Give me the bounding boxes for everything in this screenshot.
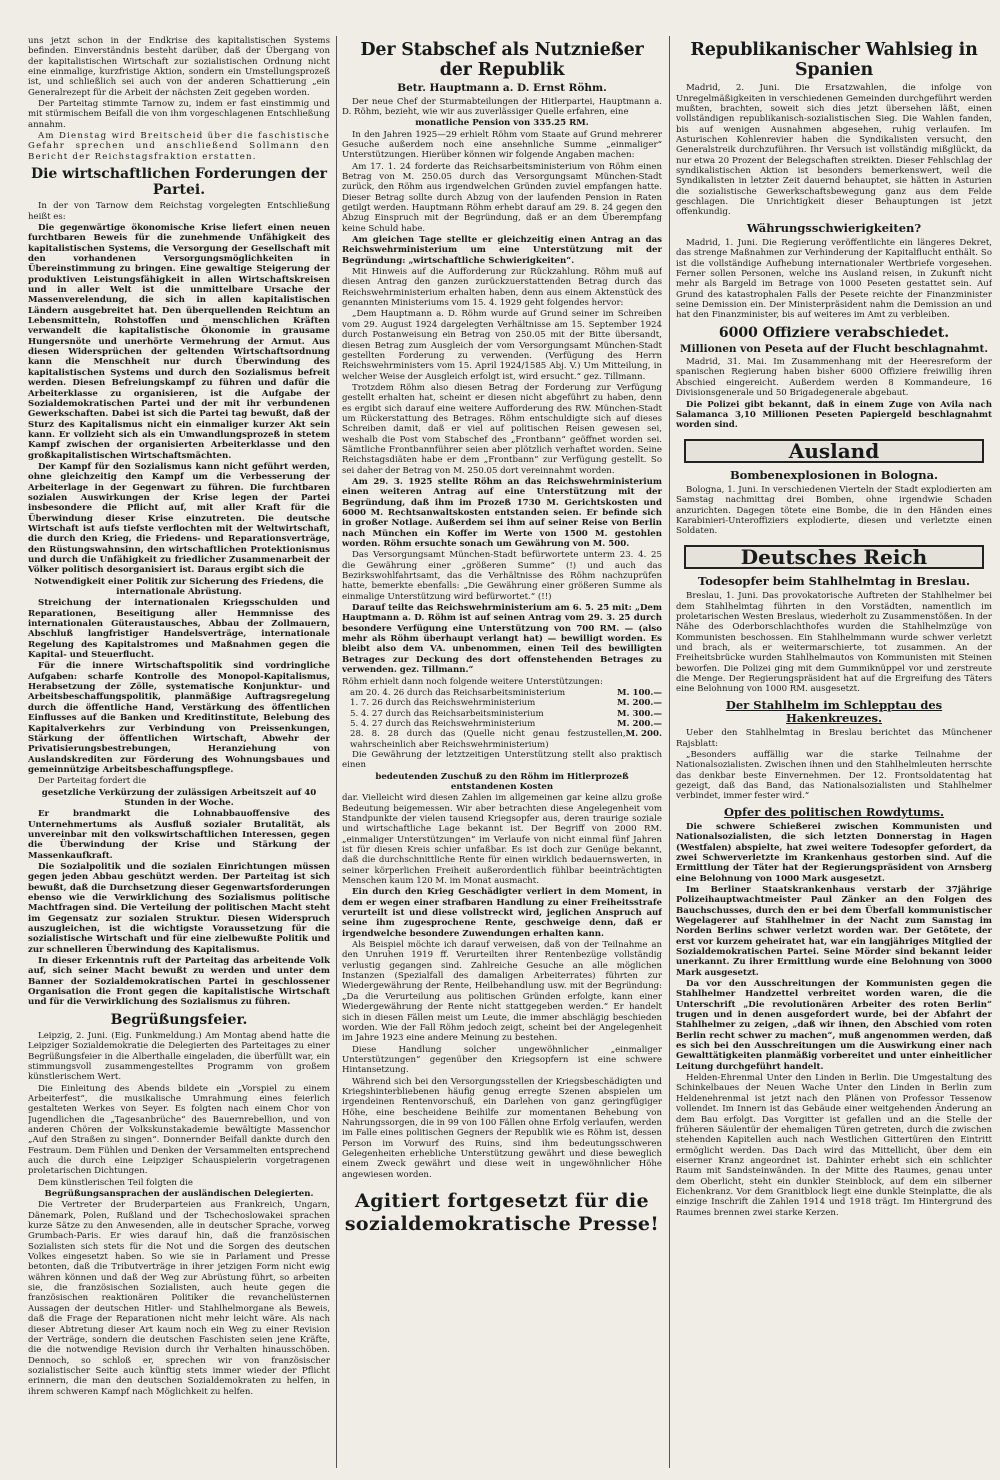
subheadline-peseta: Millionen von Peseta auf der Flucht beschlagnahmt. xyxy=(680,342,988,355)
paragraph: „Dem Hauptmann a. D. Röhm wurde auf Grund seiner im Schreiben vom 29. August 1924 dargelegten Verhältnisse am 15. September 1924 durch Postanweisung ein Betrag von 250.05 mit der Bitte übersandt, diesen Betrag zum Ausgleich der vom Versorgungsamt München-Stadt gestellten Forderung zu verwenden. (Verfügung des Herrn Reichswehrministers vom 15. April 1924/1585 Abj. V.) Um Mitteilung, in welcher Weise der Ausgleich erfolgt ist, wird ersucht.“ gez. Tillmann. xyxy=(342,309,662,382)
paragraph-emphasis: Notwendigkeit einer Politik zur Sicherung des Friedens, die internationale Abrüstung. xyxy=(34,576,324,598)
payment-amount: M. 200. xyxy=(625,729,662,740)
paragraph: In der von Tarnow dem Reichstag vorgelegten Entschließung heißt es: xyxy=(28,201,330,222)
paragraph: „Besonders auffällig war die starke Teilnahme der Nationalsozialisten. Zwischen ihnen und den Stahlhelmleuten herrschte das denkbar beste Einvernehmen. Der 12. Frontsoldatentag hat gezeigt, daß das Band, das Nationalsozialisten und Stahlhelmer verbindet, immer fester wird.“ xyxy=(676,749,992,802)
paragraph: Die Sozialpolitik und die sozialen Einrichtungen müssen gegen jeden Abbau geschützt werden. Der Parteitag ist sich bewußt, daß die Durchsetzung dieser Gegenwartsforderungen ebenso wie die Verwirklichung des Sozialismus politische Machtfragen sind. Die Verteilung der politischen Macht steht im Gegensatz zur sozialen Struktur. Diesen Widerspruch auszugleichen, ist die wichtigste Voraussetzung für die sozialistische Wirtschaft und für eine zielbewußte Politik und zur schnelleren Überwindung des Kapitalismus. xyxy=(28,861,330,955)
paragraph: Der Parteitag fordert die xyxy=(38,776,147,787)
paragraph: Während sich bei den Versorgungsstellen der Kriegsbeschädigten und Kriegshinterbliebenen häufig genug erregte Szenen abspielen um irgendeinen Rentenvorschuß, ein Darlehen von ganz geringfügiger Höhe, eine bescheidene Beihilfe zur momentanen Behebung von Nahrungssorgen, die in 99 von 100 Fällen ohne Erfolg verlaufen, werden im Falle eines politischen Gegners der Republik wie es Röhm ist, dessen Person im Vorwurf des Ruins, sind ihm bedeutungsschweren Gelegenheiten erhebliche Unterstützung gewährt und diese beweglich einem Zweck gewährt und diese weit in ungewöhnlicher Höhe angewiesen worden. xyxy=(342,1076,662,1180)
paragraph: Madrid, 2. Juni. Die Ersatzwahlen, die infolge von Unregelmäßigkeiten in verschiedenen Gemeinden durchgeführt werden mußten, brachten, soweit sich dies jetzt übersehen läßt, einen vollständigen republikanisch-sozialistischen Sieg. Die Wahlen fanden, bis auf wenigen Ausnahmen abgesehen, ruhig verlaufen. Im Asturischen Kohlenrevier haben die Syndikalisten versucht, den Generalstreik durchzuführen. Ihr Versuch ist vollständig mißglückt, da nur etwa 20 Prozent der Belegschaften streikten. Dieser Fehlschlag der syndikalistischen Aktion ist besonders bemerkenswert, weil die Syndikalisten in letzter Zeit dauernd behauptet, sie hätten in Asturien die sozialistische Gewerkschaftsbewegung ganz aus dem Felde geschlagen. Die Unrichtigkeit dieser Behauptungen ist jetzt offenkundig. xyxy=(676,83,992,218)
paragraph: Am gleichen Tage stellte er gleichzeitig einen Antrag an das Reichswehrministerium um eine Unterstützung mit der Begründung: „wirtschaftliche Schwierigkeiten“. xyxy=(342,235,662,266)
column-divider xyxy=(669,36,670,1468)
payment-text: 1. 7. 26 durch das Reichswehrministerium xyxy=(350,698,536,709)
paragraph: Der Kampf für den Sozialismus kann nicht geführt werden, ohne gleichzeitig den Kampf um die Verbesserung der Arbeiterlage in der Gegenwart zu führen. Die furchtbaren sozialen Auswirkungen der Krise legen der Partei insbesondere die Pflicht auf, mit aller Kraft für die Überwindung dieser Krise einzutreten. Die deutsche Wirtschaft ist aufs tiefste verflochten mit der Weltwirtschaft, die durch den Krieg, die Friedens- und Reparationsverträge, den Rüstungswahnsinn, den wirtschaftlichen Protektionismus und durch die Unfähigkeit zu friedlicher Zusammenarbeit der Völker politisch desorganisiert ist. Daraus ergibt sich die xyxy=(28,461,330,576)
paragraph: In dieser Erkenntnis ruft der Parteitag das arbeitende Volk auf, sich seiner Macht bewußt zu werden und unter dem Banner der Sozialdemokratischen Partei in geschlossener Organisation die Front gegen die kapitalistische Wirtschaft und für die Verwirklichung des Sozialismus zu führen. xyxy=(28,956,330,1008)
paragraph: Der Parteitag stimmte Tarnow zu, indem er fast einstimmig und mit stürmischem Beifall die von ihm vorgeschlagenen Entschließung annahm. xyxy=(28,99,330,130)
paragraph-emphasis: bedeutenden Zuschuß zu den Röhm im Hitlerprozeß entstandenen Kosten xyxy=(375,771,629,792)
paragraph: Bologna, 1. Juni. In verschiedenen Vierteln der Stadt explodierten am Samstag nachmittag drei Bomben, ohne irgendwie Schaden anzurichten. Dagegen tötete eine Bombe, die in den Händen eines Karabinieri-Unteroffiziers explodierte, diesen und verletzte einen Soldaten. xyxy=(676,485,992,537)
headline-stahlhelmtag: Todesopfer beim Stahlhelmtag in Breslau. xyxy=(698,574,970,589)
column-divider xyxy=(336,36,337,1468)
headline-wahlsieg-spanien: Republikanischer Wahlsieg in Spanien xyxy=(690,40,978,81)
payment-text: am 20. 4. 26 durch das Reichsarbeitsministerium xyxy=(350,687,566,698)
paragraph: Die Polizei gibt bekannt, daß in einem Zuge von Avila nach Salamanca 3,10 Millionen Peseten Papiergeld beschlagnahmt worden sind. xyxy=(676,399,992,431)
appeal-banner: Agitiert fortgesetzt für die sozialdemokratische Presse! xyxy=(344,1190,660,1235)
paragraph: uns jetzt schon in der Endkrise des kapitalistischen Systems befinden. Einverständnis besteht darüber, daß der Übergang von der kapitalistischen Wirtschaft zur sozialistischen Ordnung nicht eine einmalige, kurzfristige Aktion, sondern ein Umstellungsprozeß ist, und schließlich sei auch von der anderen Schattierung „ein Generalrezept für die Arbeit der nächsten Zeit gegeben worden. xyxy=(28,36,330,98)
paragraph: In den Jahren 1925—29 erhielt Röhm vom Staate auf Grund mehrerer Gesuche außerdem noch eine ansehnliche Summe „einmaliger“ Unterstützungen. Hierüber können wir folgende Angaben machen: xyxy=(342,129,662,161)
payment-row xyxy=(342,688,662,698)
paragraph: Als Beispiel möchte ich darauf verweisen, daß von der Teilnahme an den Unruhen 1919 ff. Verurteilten ihrer Rentenbezüge vollständig verlustig gegangen sind. Zahlreiche Gesuche an alle möglichen Instanzen (Spezialfall des damaligen Arbeiterrates) führten zur Wiedergewährung der Rente, Heilbehandlung usw. mit der Begründung: „Da die Verurteilung aus politischen Gründen erfolgte, kann einer Wiedergewährung der Rente nicht stattgegeben werden.“ Er handelt sich in diesen Fällen meist um Leute, die immer abschlägig beschieden worden. Wie der Fall Röhm jedoch zeigt, scheint bei der Angelegenheit im Jahre 1923 eine andere Meinung zu bestehen. xyxy=(342,940,662,1044)
paragraph: Streichung der internationalen Kriegsschulden und Reparationen, Beseitigung aller Hemmnisse des internationalen Güteraustausches, Abbau der Zollmauern, Abschluß langfristiger Handelsverträge, internationale Regelung des Kapitalstromes und Maßnahmen gegen die Kapital- und Steuerflucht. xyxy=(28,598,330,661)
payment-amount: M. 200.— xyxy=(616,718,662,729)
payment-row xyxy=(342,698,662,708)
paragraph: Er brandmarkt die Lohnabbauoffensive des Unternehmertums als Ausfluß sozialer Brutalität, als unvereinbar mit den volkswirtschaftlichen Interessen, gegen die Überwindung der Krise und Stärkung der Massenkaufkraft. xyxy=(28,809,330,861)
section-header-deutsches-reich: Deutsches Reich xyxy=(684,545,984,569)
payment-amount: M. 200.— xyxy=(616,698,662,709)
paragraph: Helden-Ehrenmal Unter den Linden in Berlin. Die Umgestaltung des Schinkelbaues der Neuen Wache Unter den Linden in Berlin zum Heldenehrenmal ist jetzt nach den Plänen von Professor Tessenow vollendet. Im Innern ist das Gebäude einer weitgehenden Änderung an dem Bau erfolgt. Das Vorgitter ist gefallen und an die Stelle der früheren Säulentür der ehemaligen Türen getreten, durch die zwischen stehenden Kapitellen auch nach Westlichen Gittertüren den Eintritt ermöglicht werden. Das Dach wird das Mittellicht, über dem ein eiserner Kranz angeordnet ist. Dahinter erhebt sich ein schlichter Raum mit Sandsteinwänden. In der Mitte des Raumes, genau unter dem Oberlicht, steht ein dunkler Steinblock, auf dem ein silberner Eichenkranz. Vor dem Granitblock liegt eine dunkle Steinplatte, die als einzige Inschrift die Zahlen 1914 und 1918 trägt. Im Hintergrund des Raumes brennen zwei starke Kerzen. xyxy=(676,1073,992,1218)
paragraph: Der neue Chef der Sturmabteilungen der Hitlerpartei, Hauptmann a. D. Röhm, bezieht, wie wir aus zuverlässiger Quelle erfahren, eine xyxy=(342,96,662,117)
paragraph: Darauf teilte das Reichswehrministerium am 6. 5. 25 mit: „Dem Hauptmann a. D. Röhm ist auf seinen Antrag vom 29. 3. 25 durch besondere Verfügung eine Unterstützung von 700 RM. — (also mehr als Röhm überhaupt verlangt hat) — bewilligt worden. Es bleibt also dem VA. unbenommen, einen Teil des bewilligten Betrages zur Deckung des dort offenstehenden Betrages zu verwenden. gez. Tillmann.“ xyxy=(342,603,662,676)
right-column xyxy=(676,36,992,1468)
paragraph-emphasis: Begrüßungsansprachen der ausländischen Delegierten. xyxy=(44,1189,314,1200)
paragraph: Das Versorgungsamt München-Stadt befürwortete unterm 23. 4. 25 die Gewährung einer „größeren Summe“ (!) und auch das Bezirkswohlfahrtsamt, das die Verhältnisse des Röhm nachzuprüfen hatte, bemerkte ebenfalls: „Die Gewährung einer größeren Summe als einmalige Unterstützung wird befürwortet.“ (!!) xyxy=(342,550,662,602)
paragraph: Im Berliner Staatskrankenhaus verstarb der 37jährige Polizeihauptwachtmeister Paul Zänker an den Folgen des Bauchschusses, durch den er bei dem Überfall kommunistischer Wegelagerer auf Stahlhelmer in der Nacht zum Samstag im Norden Berlins schwer verletzt worden war. Der Getötete, der erst vor kurzem geheiratet hat, war ein langjähriges Mitglied der Sozialdemokratischen Partei. Seine Mörder sind bekannt leider unerkannt. Zu ihrer Ermittlung wurde eine Belohnung von 3000 Mark ausgesetzt. xyxy=(676,884,992,978)
subheadline-roehm: Betr. Hauptmann a. D. Ernst Röhm. xyxy=(397,82,607,95)
payment-amount: M. 300.— xyxy=(616,708,662,719)
paragraph: Breslau, 1. Juni. Das provokatorische Auftreten der Stahlhelmer bei dem Stahlhelmtag führten in den Vorstädten, namentlich im proletarischen Westen Breslaus, wiederholt zu Zusammenstößen. In der Nähe des Oderborschlachthofes wurden die Stahlhelmzüge von Kommunisten beschossen. Ein Stahlhelmmann wurde schwer verletzt und brach, als er weitermarschierte, tot zusammen. An der Freiheitsbrücke wurden Stahlhelmautos von Kommunisten mit Steinen beworfen. Die Polizei ging mit dem Gummiknüppel vor und zerstreute die Menge. Der Regierungspräsident hat auf die Ergreifung des Täters eine Belohnung von 1000 RM. ausgesetzt. xyxy=(676,591,992,695)
headline-rowdytum: Opfer des politischen Rowdytums. xyxy=(723,804,945,819)
payment-amount: M. 100.— xyxy=(616,687,662,698)
paragraph: Diese Handlung solcher ungewöhnlicher „einmaliger Unterstützungen“ gegenüber den Kriegsopfern ist eine schwere Hintansetzung. xyxy=(342,1044,662,1076)
paragraph: Die gegenwärtige ökonomische Krise liefert einen neuen furchtbaren Beweis für die zunehmende Unfähigkeit des kapitalistischen Systems, die Versorgung der Gesellschaft mit den vorhandenen Versorgungsmöglichkeiten in Übereinstimmung zu bringen. Eine gewaltige Steigerung der produktiven Leistungsfähigkeit in allen Wirtschaftskreisen und in aller Welt ist die unmittelbare Ursache der Massenverelendung, die sich in allen kapitalistischen Ländern ausgebreitet hat. Den überquellenden Reichtum an Lebensmitteln, Rohstoffen und menschlichen Kräften verwandelt die kapitalistische Ökonomie in grausame Hungersnöte und unerhörte Vermehrung der Armut. Aus diesen Widersprüchen der geltenden Wirtschaftsordnung kann die Menschheit nur durch Überwindung des kapitalistischen Systems und durch den Sozialismus befreit werden. Diesen Befreiungskampf zu führen und dafür die Arbeiterklasse zu organisieren, ist die Aufgabe der Sozialdemokratischen Partei und der mit ihr verbundenen Gewerkschaften. Dabei ist sich die Partei tag bewußt, daß der Sturz des Kapitalismus nicht ein einmaliger kurzer Akt sein kann. Er vollzieht sich als ein Umwandlungsprozeß in stetem Kampf zwischen der organisierten Arbeiterklasse und den großkapitalistischen Wirtschaftsmächten. xyxy=(28,223,330,461)
paragraph: Da vor den Ausschreitungen der Kommunisten gegen die Stahlhelmer Handzettel verbreitet worden waren, die die Unterschrift „Die revolutionären Arbeiter des roten Berlin“ trugen und in denen ausgefordert wurde, bei der Abfahrt der Stahlhelmer zu zeigen, „daß wir ihnen, den Abschied vom roten Berlin recht schwer zu machen“, muß angenommen werden, daß es sich bei den Ausschreitungen um die Auswirkung einer nach Gewalttätigkeiten planmäßig vorbereitet und unter einheitlicher Leitung durchgeführt handelt. xyxy=(676,979,992,1072)
payment-row xyxy=(342,719,662,729)
paragraph: Am Dienstag wird Breitscheid über die faschistische Gefahr sprechen und anschließend Sollmann den Bericht der Reichstagsfraktion erstatten. xyxy=(28,131,330,162)
paragraph: Dem künstlerischen Teil folgten die xyxy=(38,1177,193,1188)
paragraph: Die Gewährung der letztzeitigen Unterstützung stellt also praktisch einen xyxy=(342,749,662,771)
headline-waehrung: Währungsschwierigkeiten? xyxy=(746,220,922,235)
left-column xyxy=(28,36,330,1468)
paragraph: Die Einleitung des Abends bildete ein „Vorspiel zu einem Arbeiterfest“, die musikalische Umrahmung eines feierlich gestalteten Werkes von Seyer. Es folgten nach einem Chor von Jugendlichen die „Tagesanbrüche“ des Bauernrebellion, und von anderen Chören der Volkskunstakademie bewältigte Massenchor „Auf den Straßen zu singen“. Donnernder Beifall dankte durch den Festraum. Dem Fühlen und Denken der Versammelten entsprechend auch die durch eine Leipziger Schauspielerin vorgetragenen proletarischen Dichtungen. xyxy=(28,1083,330,1177)
section-header-ausland: Ausland xyxy=(684,439,984,463)
paragraph-emphasis: gesetzliche Verkürzung der zulässigen Arbeitszeit auf 40 Stunden in der Woche. xyxy=(41,787,317,808)
headline-wirtschaftliche-forderungen: Die wirtschaftlichen Forderungen der Partei. xyxy=(30,166,328,199)
paragraph: dar. Vielleicht wird diesen Zahlen im allgemeinen gar keine allzu große Bedeutung beigemessen. Wir aber betrachten diese Angelegenheit vom Standpunkte der vielen tausend Kriegsopfer aus, deren traurige soziale und wirtschaftliche Lage bekannt ist. Der Begriff von 2000 RM. „einmaliger Unterstützungen“ im Verlaufe von nicht einmal fünf Jahren ist für diesen Kreis schier unfaßbar. Es ist doch zur Genüge bekannt, daß die durchschnittliche Rente für einen wirklich bedauernswerten, in seiner körperlichen Freiheit außerordentlich fühlbar beeinträchtigten Menschen kaum 120 M. im Monat ausmacht. xyxy=(342,793,662,887)
middle-column xyxy=(342,36,662,1468)
paragraph: Ein durch den Krieg Geschädigter verliert in dem Moment, in dem er wegen einer strafbaren Handlung zu einer Freiheitsstrafe verurteilt ist und diese vollstreckt wird, jeglichen Anspruch auf seine ihm zugesprochene Rente, geschweige denn, daß er irgendwelche besondere Zuwendungen erhalten kann. xyxy=(342,887,662,939)
headline-begruessungsfeier: Begrüßungsfeier. xyxy=(110,1011,248,1028)
payment-text: 28. 8. 28 durch das (Quelle nicht genau festzustellen, wahrscheinlich aber Reichswehrministerium) xyxy=(350,729,626,750)
paragraph: Röhm erhielt dann noch folgende weitere Unterstützungen: xyxy=(342,676,603,687)
paragraph: Madrid, 31. Mai. Im Zusammenhang mit der Heeresreform der spanischen Regierung haben bisher 6000 Offiziere freiwillig ihren Abschied eingereicht. Außerdem werden 8 Kommandeure, 16 Divisionsgenerale und 50 Brigadegenerale abgebaut. xyxy=(676,357,992,399)
headline-stabschef: Der Stabschef als Nutznießer der Republik xyxy=(360,40,644,81)
paragraph: Ueber den Stahlhelmtag in Breslau berichtet das Münchener Rajsblatt: xyxy=(676,728,992,749)
payment-text: 5. 4. 27 durch das Reichswehrministerium xyxy=(350,718,536,729)
paragraph: Die Vertreter der Bruderparteien aus Frankreich, Ungarn, Dänemark, Polen, Rußland und der Tschechoslowakei sprachen kurze Sätze zu den Anwesenden, alle in deutscher Sprache, vorweg Grumbach-Paris. Er wies darauf hin, daß die französischen Sozialisten sich stets für die Not und die Sorgen des deutschen Volkes eingesetzt haben. So wie sie in Parlament und Presse betonten, daß die Tributverträge in ihrer jetzigen Form nicht ewig währen können und daß der Weg zur Abrüstung führt, so arbeiten sie, die französischen Sozialisten, auch heute gegen die französischen reaktionären Politiker die revanchelüsternen Aussagen der deutschen Hitler- und Stahlhelmorgane als Beweis, daß die Frage der Reparationen nicht mehr leicht wäre. Als nach dieser Abtretung dieser Art kaum noch ein Weg zu einer Revision der Verträge, sondern die deutschen Faschisten seien jene Kräfte, die die notwendige Revision durch ihr Verhalten hinausschöben. Dennoch, so schloß er, sprechen wir von französischer sozialistischer Seite auch künftig stets immer wieder der Pflicht erinnern, die man den deutschen Sozialdemokraten zu helfen, in ihrem schweren Kampf nach Möglichkeit zu helfen. xyxy=(28,1200,330,1397)
paragraph: Für die innere Wirtschaftspolitik sind vordringliche Aufgaben: scharfe Kontrolle des Monopol-Kapitalismus, Herabsetzung der Zölle, systematische Konjunktur- und Arbeitsbeschaffungspolitik, planmäßige Auftragsregelung durch die öffentliche Hand, Verstärkung des öffentlichen Einflusses auf die Banken und Kreditinstitute, Belebung des Kapitalverkehrs zur Verbindung von Preissenkungen, Stärkung der öffentlichen Wirtschaft, Abwehr der Privatisierungsbestrebungen, Heranziehung von Auslandskrediten zur Förderung des Wohnungsbaues und gemeinnützige Arbeitsbeschaffungspflege. xyxy=(28,661,330,775)
payment-text: 5. 4. 27 durch das Reichsarbeitsministerium xyxy=(350,708,544,719)
headline-stahlhelm-hakenkreuz: Der Stahlhelm im Schlepptau des Hakenkreuzes. xyxy=(725,697,943,726)
paragraph: Leipzig, 2. Juni. (Eig. Funkmeldung.) Am Montag abend hatte die Leipziger Sozialdemokratie die Delegierten des Parteitages zu einer Begrüßungsfeier in die Alberthalle eingeladen, die überfüllt war, ein stimmungsvoll zusammengestelltes Programm von großem künstlerischem Wert. xyxy=(28,1030,330,1083)
payment-row xyxy=(342,709,662,719)
paragraph: Am 17. 1. 24 forderte das Reichsarbeitsministerium von Röhm einen Betrag von M. 250.05 durch das Versorgungsamt München-Stadt zurück, den Röhm aus irgendwelchen Gründen zuviel empfangen hatte. Dieser Betrag sollte durch Abzug von der laufenden Pension in Raten getilgt werden. Hauptmann Röhm erhebt darauf am 29. 8. 24 gegen den Abzug Einspruch mit der Begründung, daß er an dem Überempfang keine Schuld habe. xyxy=(342,161,662,234)
payment-row xyxy=(342,729,662,750)
paragraph: Trotzdem Röhm also diesen Betrag der Forderung zur Verfügung gestellt erhalten hat, scheint er diesen nicht abgeführt zu haben, denn es ergibt sich darauf eine weitere Aufforderung des RW. München-Stadt um Rückerstattung des Betrages. Röhm entschuldigte sich auf dieses Schreiben damit, daß er viel auf politischen Reisen gewesen sei, weshalb die Post vom Stabschef des „Frontbann“ geöffnet worden sei. Sämtliche Frontbannführer seien aber plötzlich verhaftet worden. Seine Reichstagsdiäten habe er dem „Frontbann“ zur Verfügung gestellt. So sei daher der Betrag von M. 250.05 dort vereinnahmt worden. xyxy=(342,382,662,476)
paragraph: Mit Hinweis auf die Aufforderung zur Rückzahlung. Röhm muß auf diesen Antrag den ganzen zurückzuerstattenden Betrag durch das Reichswehrministerium erhalten haben, denn aus einem Aktenstück des genannten Ministeriums vom 15. 4. 1929 geht folgendes hervor: xyxy=(342,267,662,309)
headline-bologna: Bombenexplosionen in Bologna. xyxy=(729,467,939,482)
headline-offiziere: 6000 Offiziere verabschiedet. xyxy=(718,324,950,341)
paragraph: Die schwere Schießerei zwischen Kommunisten und Nationalsozialisten, die sich letzten Donnerstag in Hagen (Westfalen) abspielte, hat zwei weitere Todesopfer gefordert, da zwei Schwerverletzte im Krankenhaus gestorben sind. Auf die Ermittlung der Täter hat der Regierungspräsident von Arnsberg eine Belohnung von 1000 Mark ausgesetzt. xyxy=(676,821,992,884)
paragraph: Madrid, 1. Juni. Die Regierung veröffentlichte ein längeres Dekret, das strenge Maßnahmen zur Verhinderung der Kapitalflucht enthält. So ist die vollständige Aufhebung internationaler Wertbriefe vorgesehen. Ferner sollen Personen, welche ins Ausland reisen, in Zukunft nicht mehr als Bargeld im Betrage von 1000 Peseten gestattet sein. Auf Grund des katastrophalen Falls der Pesete reichte der Finanzminister seine Demission ein. Der Ministerpräsident nahm die Demission an und hat den Finanzminister, bis auf weiteres im Amt zu verbleiben. xyxy=(676,237,992,321)
paragraph-emphasis: monatliche Pension von 335.25 RM. xyxy=(415,118,589,129)
paragraph: Am 29. 3. 1925 stellte Röhm an das Reichswehrministerium einen weiteren Antrag auf eine Unterstützung mit der Begründung, daß ihm im Prozeß 1730 M. Gerichtskosten und 6000 M. Rechtsanwaltskosten entstanden seien. Er befinde sich in großer Notlage. Außerdem sei ihm auf seiner Reise von Berlin nach München ein Koffer im Werte von 1500 M. gestohlen worden. Röhm ersuchte sonach um Gewährung von M. 500. xyxy=(342,476,662,550)
